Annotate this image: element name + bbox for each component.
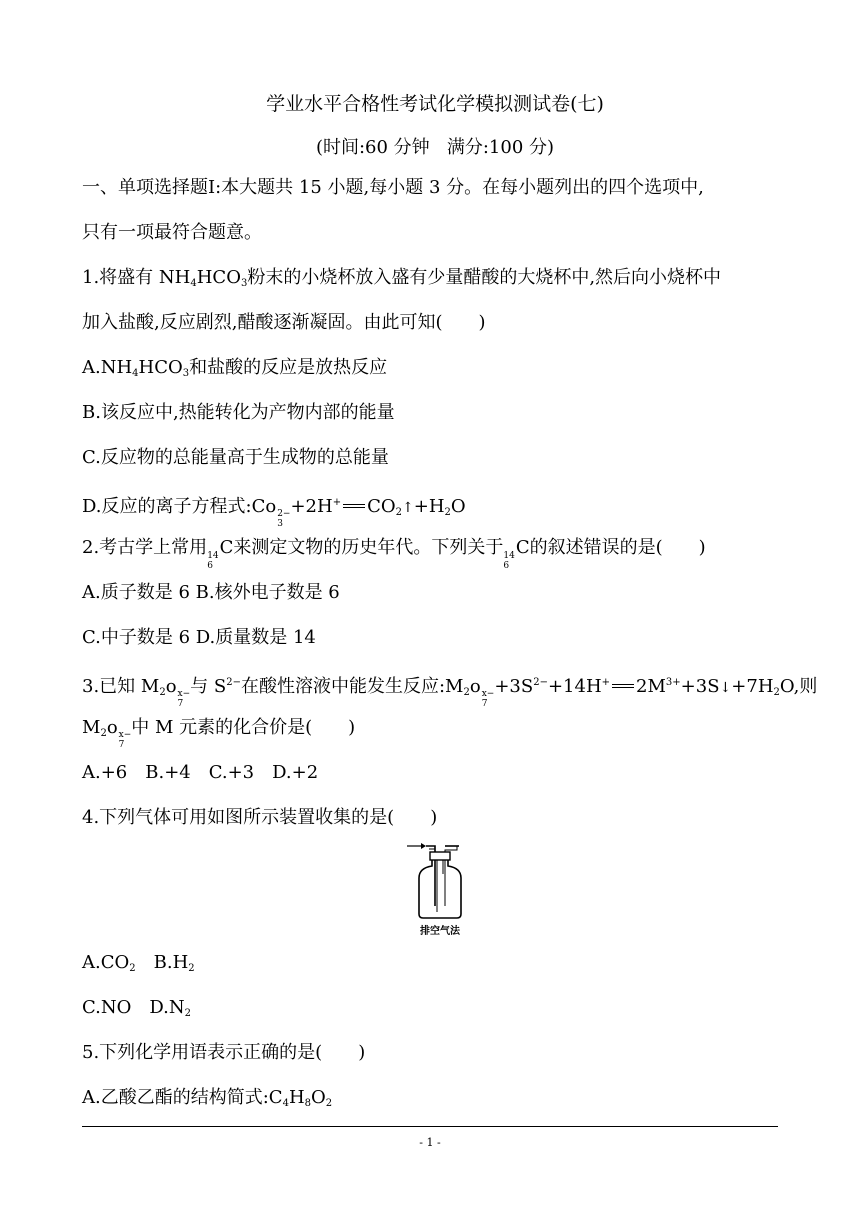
nuclide-mass: 14 (207, 551, 219, 561)
q3-text: o (106, 717, 118, 738)
q1-a-text: A.NH (82, 357, 133, 378)
q1-d-sub: 2 (444, 507, 451, 518)
nuclide-z: 6 (503, 561, 510, 571)
q2-text: 的叙述错误的是( ) (529, 537, 706, 558)
q3-sub: 2 (463, 687, 470, 698)
q3-sub: 7 (481, 699, 488, 709)
q1-sub: 3 (240, 278, 248, 289)
q3-text: 2M (636, 676, 666, 697)
q3-sub: 7 (177, 699, 184, 709)
q3-ion-charge (119, 730, 132, 750)
nuclide-symbol (207, 551, 218, 571)
q3-sup: x− (177, 689, 191, 699)
footer-divider (82, 1126, 778, 1127)
q1-d-sub: 2 (395, 507, 402, 518)
q1-option-d (82, 480, 778, 529)
figure-caption: 排空气法 (420, 926, 460, 937)
q3-sup: x− (118, 730, 132, 740)
nuclide-symbol (503, 551, 514, 571)
q3-sup: + (601, 677, 611, 688)
q1-option-c: C.反应物的总能量高于生成物的总能量 (82, 447, 389, 468)
q3-options: A.+6 B.+4 C.+3 D.+2 (82, 762, 319, 783)
nuclide-element: C (219, 537, 234, 558)
q4-text: A.CO (82, 952, 130, 973)
exam-page (82, 90, 818, 1120)
q3-sub: 2 (159, 687, 166, 698)
q4-sub: 2 (184, 1008, 191, 1019)
q1-a-sub: 3 (182, 368, 190, 379)
q1-text: HCO (196, 267, 241, 288)
q2-stem (82, 525, 778, 570)
q3-ion-charge (482, 689, 495, 709)
q4-text: C.NO D.N (82, 997, 185, 1018)
q3-text: +7H (731, 676, 774, 697)
q1-stem-line2: 加入盐酸,反应剧烈,醋酸逐渐凝固。由此可知( ) (82, 312, 486, 333)
section-instructions-line2: 只有一项最符合题意。 (82, 222, 262, 243)
q1-option-a (82, 345, 778, 390)
equation-sign (612, 684, 634, 688)
q2-text: 来测定文物的历史年代。下列关于 (233, 537, 504, 558)
q1-d-sup: + (332, 497, 342, 508)
q2-options-cd: C.中子数是 6 D.质量数是 14 (82, 627, 316, 648)
q3-text: 与 S (190, 676, 227, 697)
q4-sub: 2 (188, 963, 195, 974)
equation-sign (343, 504, 365, 508)
q5-text: A.乙酸乙酯的结构简式:C (82, 1087, 283, 1108)
q2-text: 2.考古学上常用 (82, 537, 208, 558)
q3-sup: x− (481, 689, 495, 699)
q3-text: o (165, 676, 177, 697)
q3-sup: 2− (226, 677, 241, 688)
q2-options-ab: A.质子数是 6 B.核外电子数是 6 (82, 582, 340, 603)
q1-option-b: B.该反应中,热能转化为产物内部的能量 (82, 402, 395, 423)
q5-option-a (82, 1075, 778, 1120)
q3-sub: 2 (100, 728, 107, 739)
q1-text: 1.将盛有 NH (82, 267, 191, 288)
q5-text: H (288, 1087, 305, 1108)
q3-sup: 3+ (665, 677, 681, 688)
q3-sub: 2 (773, 687, 780, 698)
nuclide-z: 6 (207, 561, 213, 571)
q3-text: +14H (547, 676, 602, 697)
page-number: - 1 - (419, 1136, 441, 1149)
q1-d-sub: 3 (277, 519, 283, 529)
q4-text: B.H (135, 952, 189, 973)
q3-sup: 2− (533, 677, 548, 688)
q1-d-sup: 2− (277, 509, 291, 519)
q1-d-text: CO (367, 496, 396, 517)
q1-a-text: HCO (138, 357, 183, 378)
q3-stem-line1 (82, 660, 818, 709)
gas-collection-bottle-icon (405, 840, 475, 920)
exam-subtitle: (时间:60 分钟 满分:100 分) (315, 137, 555, 158)
q1-d-text: D.反应的离子方程式:Co (82, 496, 277, 517)
q3-text: 中 M 元素的化合价是( ) (131, 717, 356, 738)
page-title: 学业水平合格性考试化学模拟测试卷(七) (266, 93, 604, 115)
q3-text: +3S (494, 676, 534, 697)
q4-sub: 2 (129, 963, 136, 974)
q4-options-cd (82, 985, 778, 1030)
q3-text: 3.已知 M (82, 676, 160, 697)
q1-a-sub: 4 (132, 368, 139, 379)
q3-text: +3S (680, 676, 720, 697)
q3-text: o (469, 676, 481, 697)
gas-collection-figure (102, 840, 778, 940)
q4-stem: 4.下列气体可用如图所示装置收集的是( ) (82, 807, 438, 828)
nuclide-mass: 14 (503, 551, 515, 561)
q5-sub: 2 (325, 1098, 333, 1109)
q3-text: M (82, 717, 101, 738)
q1-a-text: 和盐酸的反应是放热反应 (189, 357, 388, 378)
q3-stem-line2 (82, 705, 778, 750)
section-instructions-line1: 一、单项选择题Ⅰ:本大题共 15 小题,每小题 3 分。在每小题列出的四个选项中, (82, 177, 704, 198)
q1-stem-line1 (82, 255, 778, 300)
q4-options-ab (82, 940, 778, 985)
q1-sub: 4 (190, 278, 197, 289)
q1-d-text: +H (413, 496, 445, 517)
gas-up-arrow-icon: ↑ (402, 500, 414, 516)
q1-text: 粉末的小烧杯放入盛有少量醋酸的大烧杯中,然后向小烧杯中 (247, 267, 722, 288)
q1-d-text: +2H (290, 496, 333, 517)
q5-text: O (311, 1087, 326, 1108)
q1-d-text: O (450, 496, 466, 517)
precipitate-down-arrow-icon: ↓ (719, 680, 732, 696)
q3-sub: 7 (118, 740, 125, 750)
q5-sub: 4 (282, 1098, 289, 1109)
q3-text: 在酸性溶液中能发生反应:M (240, 676, 464, 697)
q5-stem: 5.下列化学用语表示正确的是( ) (82, 1042, 366, 1063)
q3-text: O,则 (779, 676, 818, 697)
q5-sub: 8 (304, 1098, 312, 1109)
nuclide-element: C (515, 537, 530, 558)
